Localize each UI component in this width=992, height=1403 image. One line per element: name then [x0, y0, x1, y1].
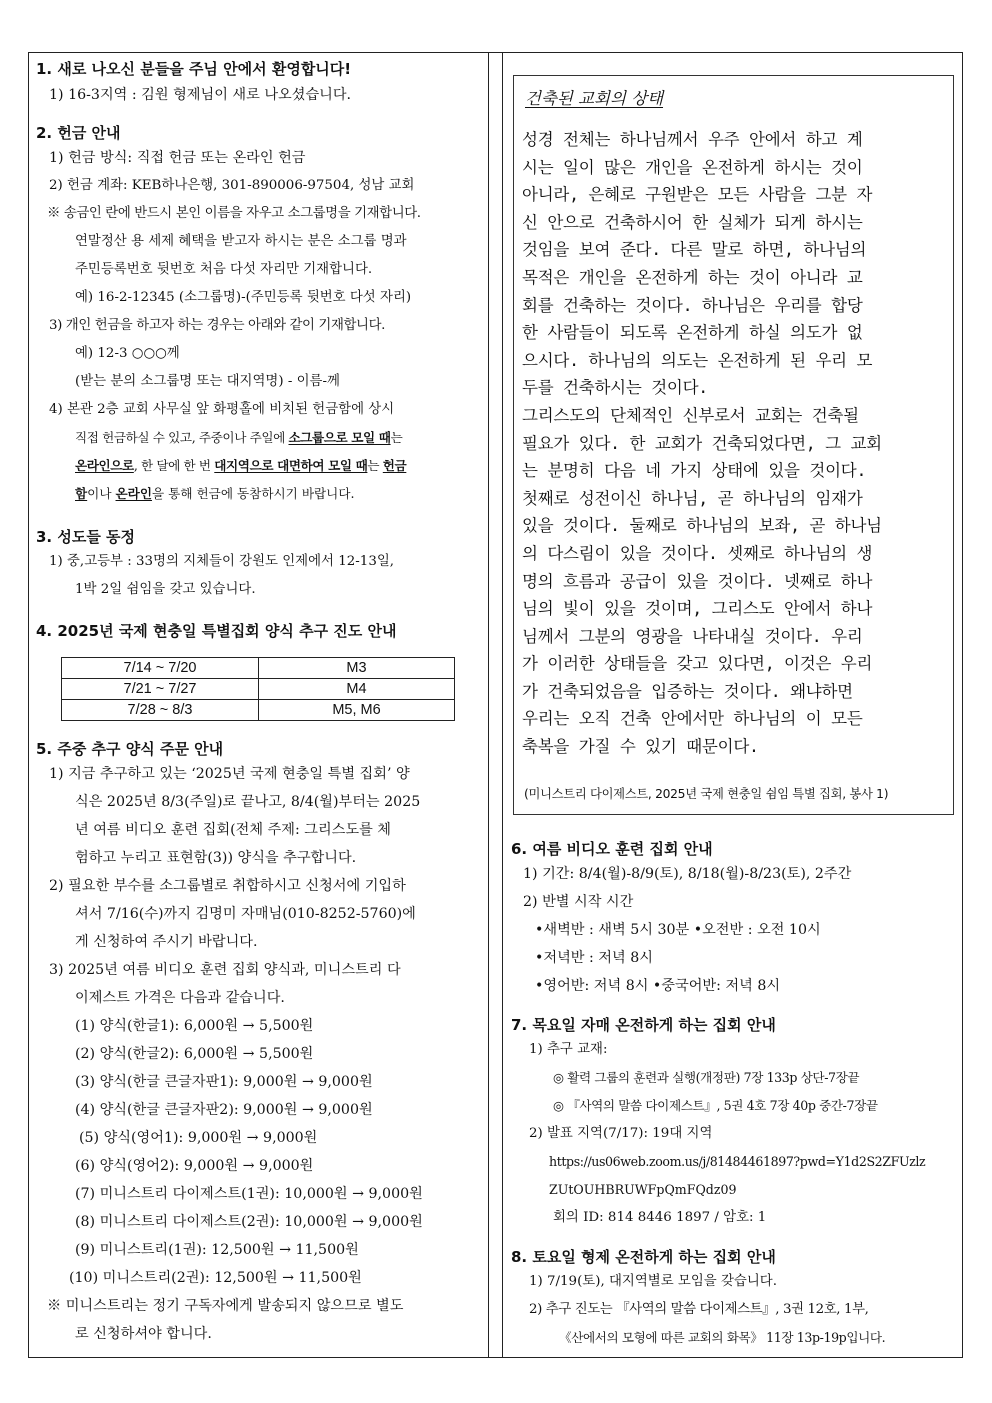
price-item: (3) 양식(한글 큰글자판1): 9,000원 → 9,000원 [75, 1074, 373, 1090]
table-cell: 7/21 ~ 7/27 [62, 679, 259, 700]
essay-source: (미니스트리 다이제스트, 2025년 국제 현충일 쉼임 특별 집회, 봉사 1) [524, 787, 889, 801]
essay-line: 가 건축되었음을 입증하는 것이다. 왜냐하면 [522, 681, 853, 701]
essay-box [513, 75, 954, 815]
essay-line: 두를 건축하시는 것이다. [522, 378, 708, 398]
section-title: 7. 목요일 자매 온전하게 하는 집회 안내 [511, 1016, 776, 1034]
text-line: 2) 반별 시작 시간 [523, 894, 634, 910]
text-line: 셔서 7/16(수)까지 김명미 자매님(010-8252-5760)에 [75, 906, 416, 922]
essay-line: 아니라, 은혜로 구원받은 모든 사람을 그분 자 [522, 185, 873, 205]
section-title: 1. 새로 나오신 분들을 주님 안에서 환영합니다! [36, 60, 352, 78]
essay-line: 는 분명히 다음 네 가지 상태에 있을 것이다. [522, 461, 867, 481]
essay-line: 명의 흐름과 공급이 있을 것이다. 넷째로 하나 [522, 571, 873, 591]
text-span: 는 [367, 458, 383, 473]
section-title: 4. 2025년 국제 현충일 특별집회 양식 추구 진도 안내 [36, 622, 397, 640]
text-line: (받는 분의 소그룹명 또는 대지역명) - 이름-께 [75, 374, 340, 389]
text-line: 2) 헌금 계좌: KEB하나은행, 301-890006-97504, 성남 교회 [49, 178, 415, 193]
essay-line: 축복을 가질 수 있기 때문이다. [522, 737, 759, 757]
table-cell: 7/14 ~ 7/20 [62, 658, 259, 679]
text-line: •저녁반 : 저녁 8시 [535, 950, 653, 966]
essay-line: 그리스도의 단체적인 신부로서 교회는 건축될 [522, 405, 859, 425]
section-title: 8. 토요일 형제 온전하게 하는 집회 안내 [511, 1248, 776, 1266]
price-item: (5) 양식(영어1): 9,000원 → 9,000원 [79, 1130, 318, 1146]
price-item: (4) 양식(한글 큰글자판2): 9,000원 → 9,000원 [75, 1102, 373, 1118]
text-line: ◎ 활력 그룹의 훈련과 실행(개정판) 7장 133p 상단-7장끝 [553, 1070, 860, 1085]
section-saturday-meeting [503, 1247, 964, 1352]
bulletin-frame [28, 52, 963, 1358]
essay-line: 있을 것이다. 둘째로 하나님의 보좌, 곧 하나님 [522, 516, 882, 536]
meeting-link[interactable]: https://us06web.zoom.us/j/81484461897?pwd=Y1d2S2ZFUzlz [549, 1154, 926, 1169]
text-line: 4) 본관 2층 교회 사무실 앞 화평홀에 비치된 헌금함에 상시 [49, 402, 395, 417]
price-item: (6) 양식(영어2): 9,000원 → 9,000원 [75, 1158, 314, 1174]
section-title: 2. 헌금 안내 [36, 124, 121, 142]
essay-line: 목적은 개인을 온전하게 하는 것이 아니라 교 [522, 267, 863, 287]
section-title: 3. 성도들 동정 [36, 528, 136, 546]
emphasis-text: 헌금 [382, 458, 407, 473]
text-line: 회의 ID: 814 8446 1897 / 암호: 1 [553, 1210, 767, 1225]
essay-line: 우리는 오직 건축 안에서만 하나님의 이 모든 [522, 709, 863, 729]
text-line: 1박 2일 쉼임을 갖고 있습니다. [75, 582, 256, 597]
essay-line: 필요가 있다. 한 교회가 건축되었다면, 그 교회 [522, 433, 882, 453]
price-item: (7) 미니스트리 다이제스트(1권): 10,000원 → 9,000원 [75, 1186, 423, 1202]
text-line: 1) 추구 교재: [529, 1042, 608, 1057]
text-span: 는 [390, 430, 403, 445]
essay-line: 첫째로 성전이신 하나님, 곧 하나님의 임재가 [522, 488, 863, 508]
text-line: 주민등록번호 뒷번호 처음 다섯 자리만 기재합니다. [75, 262, 373, 277]
section-welcome [29, 59, 488, 109]
emphasis-text: 온라인 [115, 486, 153, 501]
text-line: 게 신청하여 주시기 바랍니다. [75, 934, 258, 950]
essay-line: 님의 빛이 있을 것이며, 그리스도 안에서 하나 [522, 599, 873, 619]
essay-title: 건축된 교회의 상태 [525, 89, 664, 108]
meeting-link[interactable]: ZUtOUHBRUWFpQmFQdz09 [549, 1182, 737, 1197]
text-line [29, 480, 488, 508]
text-line [29, 452, 488, 480]
text-line: 1) 기간: 8/4(월)-8/9(토), 8/18(월)-8/23(토), 2주간 [523, 866, 852, 882]
text-line: ※ 송금인 란에 반드시 본인 이름을 자우고 소그룹명을 기재합니다. [47, 206, 421, 221]
text-line: 식은 2025년 8/3(주일)로 끝나고, 8/4(월)부터는 2025 [75, 794, 421, 810]
section-saints-news [29, 527, 488, 604]
text-line: 1) 16-3지역 : 김원 형제님이 새로 나오셨습니다. [49, 87, 352, 103]
text-line: 연말정산 용 세제 혜택을 받고자 하시는 분은 소그룹 명과 [75, 234, 407, 249]
text-line: ◎ 『사역의 말씀 다이제스트』, 5권 4호 7장 40p 중간-7장끝 [553, 1098, 878, 1113]
section-video-training [503, 839, 964, 1000]
text-line: 로 신청하셔야 합니다. [75, 1326, 212, 1342]
essay-line: 신 안으로 건축하시어 한 실체가 되게 하시는 [522, 212, 863, 232]
emphasis-text: 대지역으로 대면하여 모일 때 [214, 458, 368, 473]
essay-line: 의 다스림이 있을 것이다. 셋째로 하나님의 생 [522, 543, 873, 563]
section-title: 5. 주중 추구 양식 주문 안내 [36, 740, 224, 758]
text-span: 을 통해 헌금에 동참하시기 바랍니다. [152, 486, 355, 501]
section-title: 6. 여름 비디오 훈련 집회 안내 [511, 840, 713, 858]
text-line: 이제스트 가격은 다음과 같습니다. [75, 990, 285, 1006]
text-line: 1) 헌금 방식: 직접 헌금 또는 온라인 헌금 [49, 150, 306, 166]
section-offering [29, 123, 488, 508]
text-line: 험하고 누리고 표현함(3)) 양식을 추구합니다. [75, 850, 357, 866]
price-item: (10) 미니스트리(2권): 12,500원 → 11,500원 [69, 1270, 362, 1286]
table-row [62, 658, 455, 679]
table-row [62, 679, 455, 700]
section-order [29, 739, 488, 1348]
text-line: 2) 추구 진도는 『사역의 말씀 다이제스트』, 3권 12호, 1부, [529, 1302, 869, 1317]
table-cell: M3 [259, 658, 455, 679]
essay-line: 회를 건축하는 것이다. 하나님은 우리를 합당 [522, 295, 863, 315]
text-span: 직접 헌금하실 수 있고, 주중이나 주일에 [75, 430, 289, 445]
text-line: 예) 16-2-12345 (소그룹명)-(주민등록 뒷번호 다섯 자리) [75, 290, 412, 305]
price-item: (8) 미니스트리 다이제스트(2권): 10,000원 → 9,000원 [75, 1214, 423, 1230]
table-row [62, 700, 455, 721]
essay-line: 것임을 보여 준다. 다른 말로 하면, 하나님의 [522, 240, 867, 260]
text-line: 년 여름 비디오 훈련 집회(전체 주제: 그리스도를 체 [75, 822, 391, 838]
price-item: (9) 미니스트리(1권): 12,500원 → 11,500원 [75, 1242, 359, 1258]
essay-line: 가 이러한 상태들을 갖고 있다면, 이것은 우리 [522, 654, 873, 674]
essay-line: 시는 일이 많은 개인을 온전하게 하시는 것이 [522, 157, 863, 177]
text-line: •영어반: 저녁 8시 •중국어반: 저녁 8시 [535, 978, 781, 994]
text-line: 3) 2025년 여름 비디오 훈련 집회 양식과, 미니스트리 다 [49, 962, 401, 978]
essay-line: 으시다. 하나님의 의도는 온전하게 된 우리 모 [522, 350, 873, 370]
table-cell: M5, M6 [259, 700, 455, 721]
essay-line: 님께서 그분의 영광을 나타내실 것이다. 우리 [522, 626, 863, 646]
left-column [29, 53, 489, 1357]
text-line: 《산에서의 모형에 따른 교회의 화목》 11장 13p-19p입니다. [559, 1330, 886, 1345]
text-line [29, 424, 488, 452]
text-line: 1) 중,고등부 : 33명의 지체들이 강원도 인제에서 12-13일, [49, 554, 395, 569]
table-cell: 7/28 ~ 8/3 [62, 700, 259, 721]
price-item: (2) 양식(한글2): 6,000원 → 5,500원 [75, 1046, 314, 1062]
text-line: •새벽반 : 새벽 5시 30분 •오전반 : 오전 10시 [535, 922, 821, 938]
text-line: 1) 지금 추구하고 있는 ‘2025년 국제 현충일 특별 집회’ 양 [49, 766, 410, 782]
right-column [502, 53, 964, 1357]
text-line: 3) 개인 헌금을 하고자 하는 경우는 아래와 같이 기재합니다. [49, 318, 385, 333]
essay-line: 한 사람들이 되도록 온전하게 하실 의도가 없 [522, 323, 863, 343]
emphasis-text: 함 [75, 486, 88, 501]
text-line: 2) 발표 지역(7/17): 19대 지역 [529, 1126, 713, 1141]
text-line: 예) 12-3 ○○○께 [75, 346, 180, 361]
emphasis-text: 온라인으로 [75, 458, 134, 473]
text-line: 2) 필요한 부수를 소그룹별로 취합하시고 신청서에 기입하 [49, 878, 406, 894]
table-cell: M4 [259, 679, 455, 700]
text-span: , 한 달에 한 번 [133, 458, 215, 473]
text-line: ※ 미니스트리는 정기 구독자에게 발송되지 않으므로 별도 [47, 1298, 404, 1314]
section-schedule [29, 621, 488, 731]
emphasis-text: 소그룹으로 모일 때 [288, 430, 391, 445]
essay-line: 성경 전체는 하나님께서 우주 안에서 하고 계 [522, 130, 863, 149]
text-span: 이나 [87, 486, 116, 501]
section-thursday-meeting [503, 1015, 964, 1232]
text-line: 1) 7/19(토), 대지역별로 모임을 갖습니다. [529, 1274, 777, 1289]
schedule-table [61, 657, 455, 721]
price-item: (1) 양식(한글1): 6,000원 → 5,500원 [75, 1018, 314, 1034]
essay-body [522, 126, 952, 761]
